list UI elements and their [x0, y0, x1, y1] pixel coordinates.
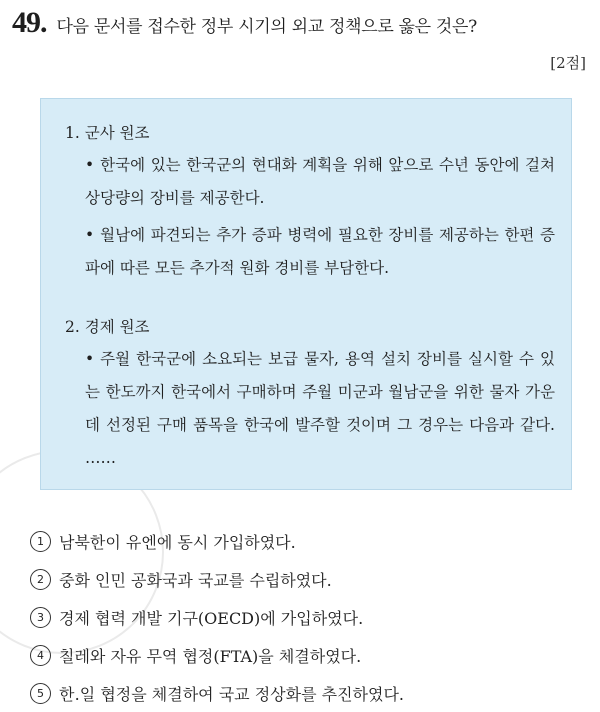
- section-title-economic-aid: 2. 경제 원조: [65, 318, 150, 336]
- passage-bullet: • 한국에 있는 한국군의 현대화 계획을 위해 앞으로 수년 동안에 걸쳐 상당량의 장비를 제공한다.: [85, 156, 555, 207]
- section-title-military-aid: 1. 군사 원조: [65, 124, 150, 142]
- choice-text: 중화 인민 공화국과 국교를 수립하였다.: [59, 570, 332, 590]
- choice-1[interactable]: [30, 522, 580, 560]
- choice-2[interactable]: [30, 560, 580, 598]
- bullet-text: 한국에 있는 한국군의 현대화 계획을 위해 앞으로 수년 동안에 걸쳐 상당량의 장비를 제공한다.: [85, 156, 555, 207]
- bullet-text: 주월 한국군에 소요되는 보급 물자, 용역 설치 장비를 실시할 수 있는 한도까지 한국에서 구매하며 주월 미군과 월남군을 위한 물자 가운데 선정된 구매 품목을 한국에 발주할 것이며 그 경우는 다음과 같다. ……: [85, 350, 555, 467]
- answer-choices: [30, 522, 580, 712]
- passage-bullet: • 주월 한국군에 소요되는 보급 물자, 용역 설치 장비를 실시할 수 있는 한도까지 한국에서 구매하며 주월 미군과 월남군을 위한 물자 가운데 선정된 구매 품목을 한국에 발주할 것이며 그 경우는 다음과 같다. ……: [85, 350, 555, 467]
- choice-5[interactable]: [30, 674, 580, 712]
- choice-number: 1: [30, 531, 51, 552]
- choice-4[interactable]: [30, 636, 580, 674]
- question-text: 다음 문서를 접수한 정부 시기의 외교 정책으로 옳은 것은?: [56, 17, 477, 37]
- choice-number: 4: [30, 645, 51, 666]
- question-header: [12, 6, 592, 42]
- choice-number: 3: [30, 607, 51, 628]
- question-number: 49.: [12, 6, 47, 39]
- choice-number: 2: [30, 569, 51, 590]
- choice-number: 5: [30, 683, 51, 704]
- passage-bullet: • 월남에 파견되는 추가 증파 병력에 필요한 장비를 제공하는 한편 증파에 따른 모든 추가적 원화 경비를 부담한다.: [85, 226, 555, 277]
- choice-text: 남북한이 유엔에 동시 가입하였다.: [59, 532, 296, 552]
- choice-text: 경제 협력 개발 기구(OECD)에 가입하였다.: [59, 608, 364, 628]
- choice-text: 칠레와 자유 무역 협정(FTA)을 체결하였다.: [59, 646, 362, 666]
- choice-text: 한․일 협정을 체결하여 국교 정상화를 추진하였다.: [59, 684, 404, 704]
- bullet-text: 월남에 파견되는 추가 증파 병력에 필요한 장비를 제공하는 한편 증파에 따른 모든 추가적 원화 경비를 부담한다.: [85, 226, 555, 277]
- source-passage-box: [40, 98, 572, 490]
- choice-3[interactable]: [30, 598, 580, 636]
- question-points: [2점]: [550, 54, 586, 72]
